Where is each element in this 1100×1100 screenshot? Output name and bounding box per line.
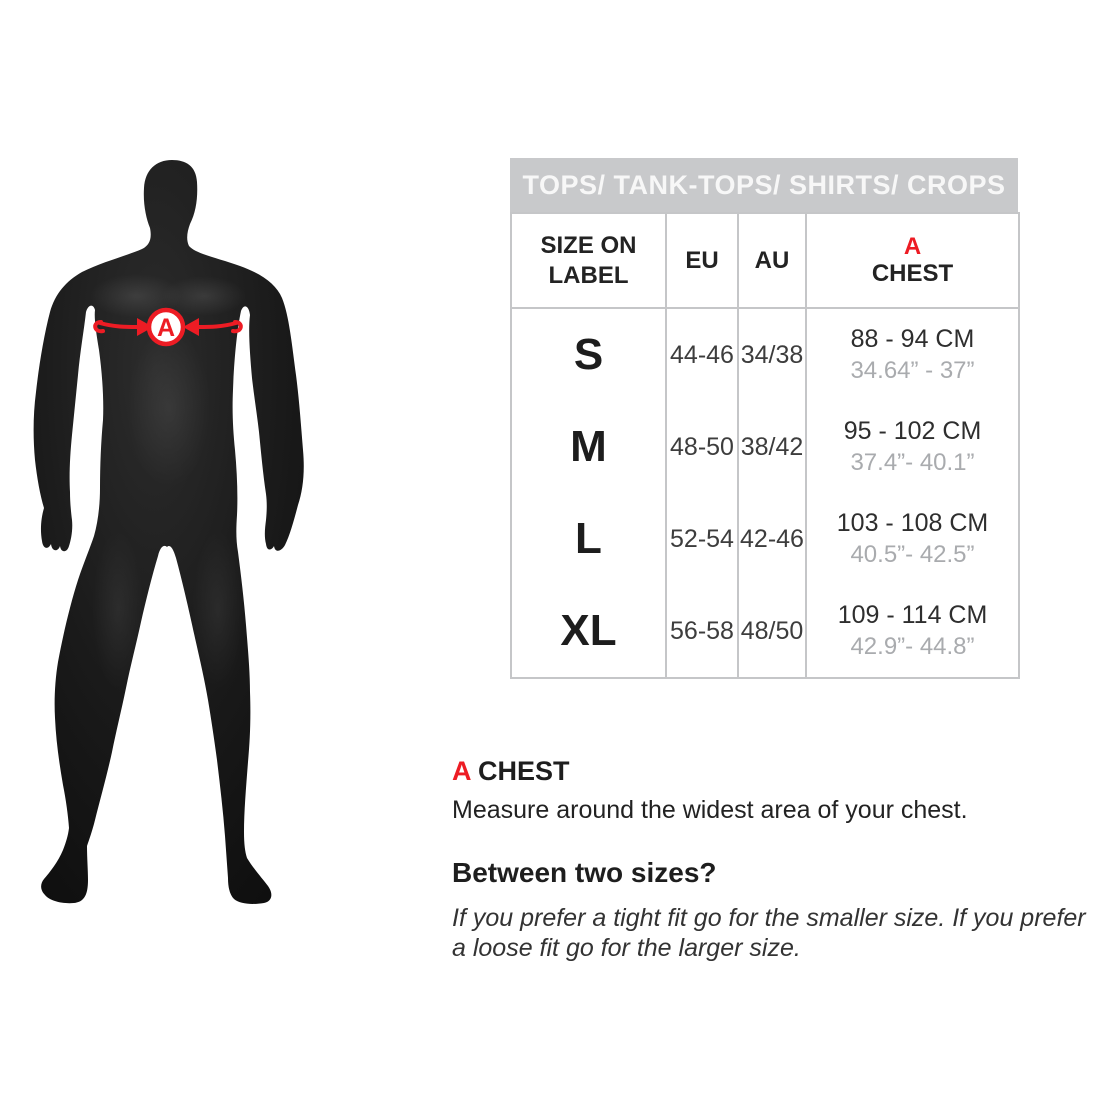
table-row-m	[511, 401, 1019, 493]
eu-cell: 52-54	[666, 493, 738, 585]
mannequin-figure	[0, 0, 380, 920]
chest-cell	[806, 585, 1019, 678]
chest-note-heading-label: CHEST	[478, 756, 570, 786]
chest-cm-value: 103 - 108 CM	[836, 509, 989, 537]
table-row-l	[511, 493, 1019, 585]
chest-cm-value: 95 - 102 CM	[843, 417, 982, 445]
size-chart-table	[510, 212, 1020, 679]
chest-cell	[806, 401, 1019, 493]
au-cell: 42-46	[738, 493, 806, 585]
chest-inch-value: 40.5”- 42.5”	[850, 541, 975, 568]
chest-inch-value: 42.9”- 44.8”	[850, 633, 975, 660]
eu-cell: 56-58	[666, 585, 738, 678]
table-row-xl	[511, 585, 1019, 678]
eu-cell: 44-46	[666, 308, 738, 401]
size-chart-title: TOPS/ TANK-TOPS/ SHIRTS/ CROPS	[522, 169, 1006, 200]
measuring-notes	[452, 757, 1100, 963]
au-cell: 38/42	[738, 401, 806, 493]
table-row-s	[511, 308, 1019, 401]
size-label-cell: XL	[511, 585, 666, 678]
size-label-cell: L	[511, 493, 666, 585]
chest-note-description: Measure around the widest area of your chest.	[452, 796, 968, 824]
column-header-eu: EU	[666, 213, 738, 308]
mannequin-svg	[0, 0, 380, 920]
size-label-cell: S	[511, 308, 666, 401]
size-chart-title-bar	[510, 158, 1018, 212]
au-cell: 34/38	[738, 308, 806, 401]
size-label-cell: M	[511, 401, 666, 493]
chest-note-heading	[452, 757, 1100, 786]
between-sizes-text-line2: a loose fit go for the larger size.	[452, 934, 801, 962]
eu-cell: 48-50	[666, 401, 738, 493]
between-sizes-heading: Between two sizes?	[452, 857, 717, 888]
chest-cell	[806, 308, 1019, 401]
chest-inch-value: 34.64” - 37”	[850, 357, 975, 384]
mannequin-body-silhouette	[34, 160, 304, 904]
chest-cell	[806, 493, 1019, 585]
column-header-chest-label: CHEST	[871, 259, 954, 287]
chest-note-heading-letter: A	[452, 756, 471, 786]
between-sizes-text	[452, 903, 1100, 963]
size-chart	[510, 158, 1018, 679]
column-header-chest	[806, 213, 1019, 308]
measure-point-letter: A	[156, 314, 176, 342]
au-cell: 48/50	[738, 585, 806, 678]
between-sizes-text-line1: If you prefer a tight fit go for the smaller size. If you prefer	[452, 904, 1086, 932]
column-header-au: AU	[738, 213, 806, 308]
column-header-chest-letter: A	[903, 232, 922, 260]
chest-inch-value: 37.4”- 40.1”	[850, 449, 975, 476]
chest-cm-value: 109 - 114 CM	[837, 601, 988, 629]
size-chart-header-row	[511, 213, 1019, 308]
column-header-size-on-label: SIZE ON LABEL	[511, 213, 666, 308]
chest-cm-value: 88 - 94 CM	[850, 325, 975, 353]
